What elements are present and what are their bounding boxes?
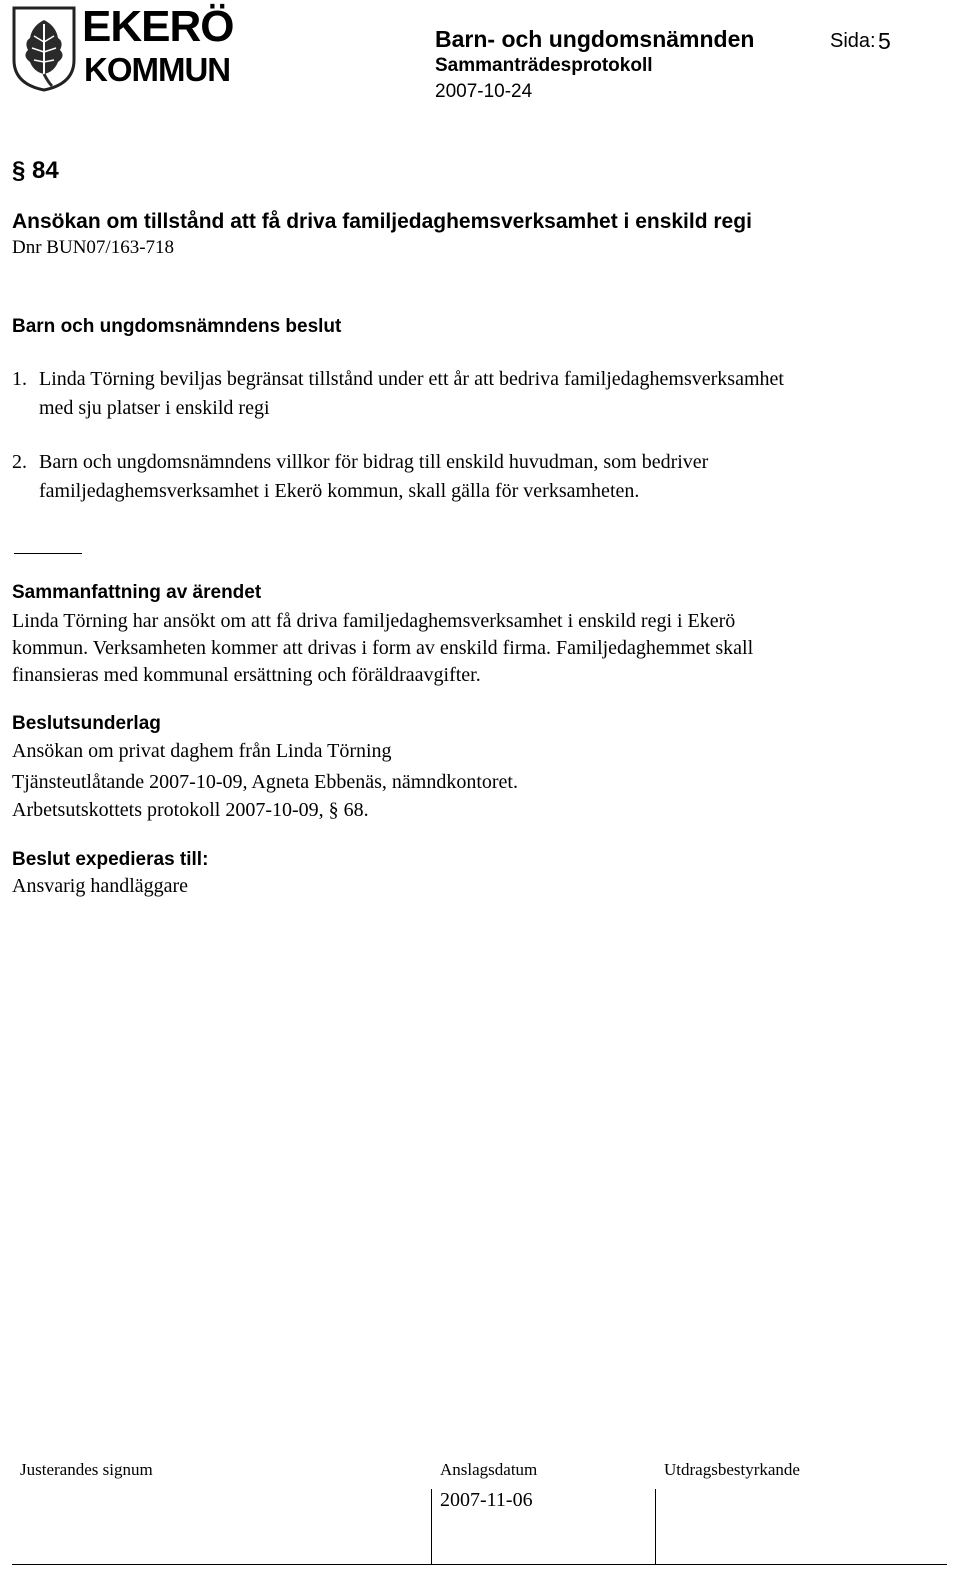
page-number: 5: [878, 28, 891, 54]
basis-item: Tjänsteutlåtande 2007-10-09, Agneta Ebbenäs, nämndkontoret.: [12, 771, 518, 793]
page-label: Sida:: [830, 30, 876, 52]
logo-municipality: KOMMUN: [84, 51, 231, 88]
decision-item-text: familjedaghemsverksamhet i Ekerö kommun, skall gälla för verksamheten.: [39, 480, 640, 502]
decision-item: [12, 448, 708, 506]
decision-item-number: 2.: [12, 451, 27, 473]
summary-line: kommun. Verksamheten kommer att drivas i form av enskild firma. Familjedaghemmet skall: [12, 637, 754, 659]
basis-item: Ansökan om privat daghem från Linda Törning: [12, 740, 392, 762]
summary-text: [12, 608, 932, 689]
decision-item: [12, 365, 784, 423]
footer-baseline: [12, 1564, 947, 1565]
reference-number: Dnr BUN07/163-718: [12, 237, 175, 258]
committee-name: Barn- och ungdomsnämnden: [435, 26, 755, 52]
dispatch-recipient: Ansvarig handläggare: [12, 875, 189, 897]
signature-label: Justerandes signum: [20, 1460, 153, 1479]
section-title: Ansökan om tillstånd att få driva familjedaghemsverksamhet i enskild regi: [12, 210, 752, 233]
basis-heading: Beslutsunderlag: [12, 713, 161, 734]
decision-heading: Barn och ungdomsnämndens beslut: [12, 316, 342, 337]
certified-label: Utdragsbestyrkande: [664, 1460, 800, 1479]
dispatch-heading: Beslut expedieras till:: [12, 849, 209, 870]
posted-date-label: Anslagsdatum: [440, 1460, 538, 1479]
decision-item-text: Linda Törning beviljas begränsat tillstånd under ett år att bedriva familjedaghemsverksamhet: [39, 368, 784, 390]
footer-divider: [655, 1489, 656, 1565]
document-type: Sammanträdesprotokoll: [435, 55, 653, 76]
section-number: § 84: [12, 157, 59, 184]
summary-heading: Sammanfattning av ärendet: [12, 582, 262, 603]
logo-name: EKERÖ: [82, 2, 234, 51]
section-divider: [14, 553, 82, 554]
basis-item: Arbetsutskottets protokoll 2007-10-09, § 68.: [12, 799, 369, 821]
footer-divider: [431, 1489, 432, 1565]
municipality-logo: [8, 2, 238, 92]
summary-line: Linda Törning har ansökt om att få driva familjedaghemsverksamhet i enskild regi i Ekerö: [12, 610, 736, 632]
decision-item-text: med sju platser i enskild regi: [39, 397, 270, 419]
summary-line: finansieras med kommunal ersättning och föräldraavgifter.: [12, 664, 481, 686]
posted-date: 2007-11-06: [440, 1489, 533, 1511]
decision-item-number: 1.: [12, 368, 27, 390]
meeting-date: 2007-10-24: [435, 81, 533, 102]
decision-item-text: Barn och ungdomsnämndens villkor för bidrag till enskild huvudman, som bedriver: [39, 451, 709, 473]
